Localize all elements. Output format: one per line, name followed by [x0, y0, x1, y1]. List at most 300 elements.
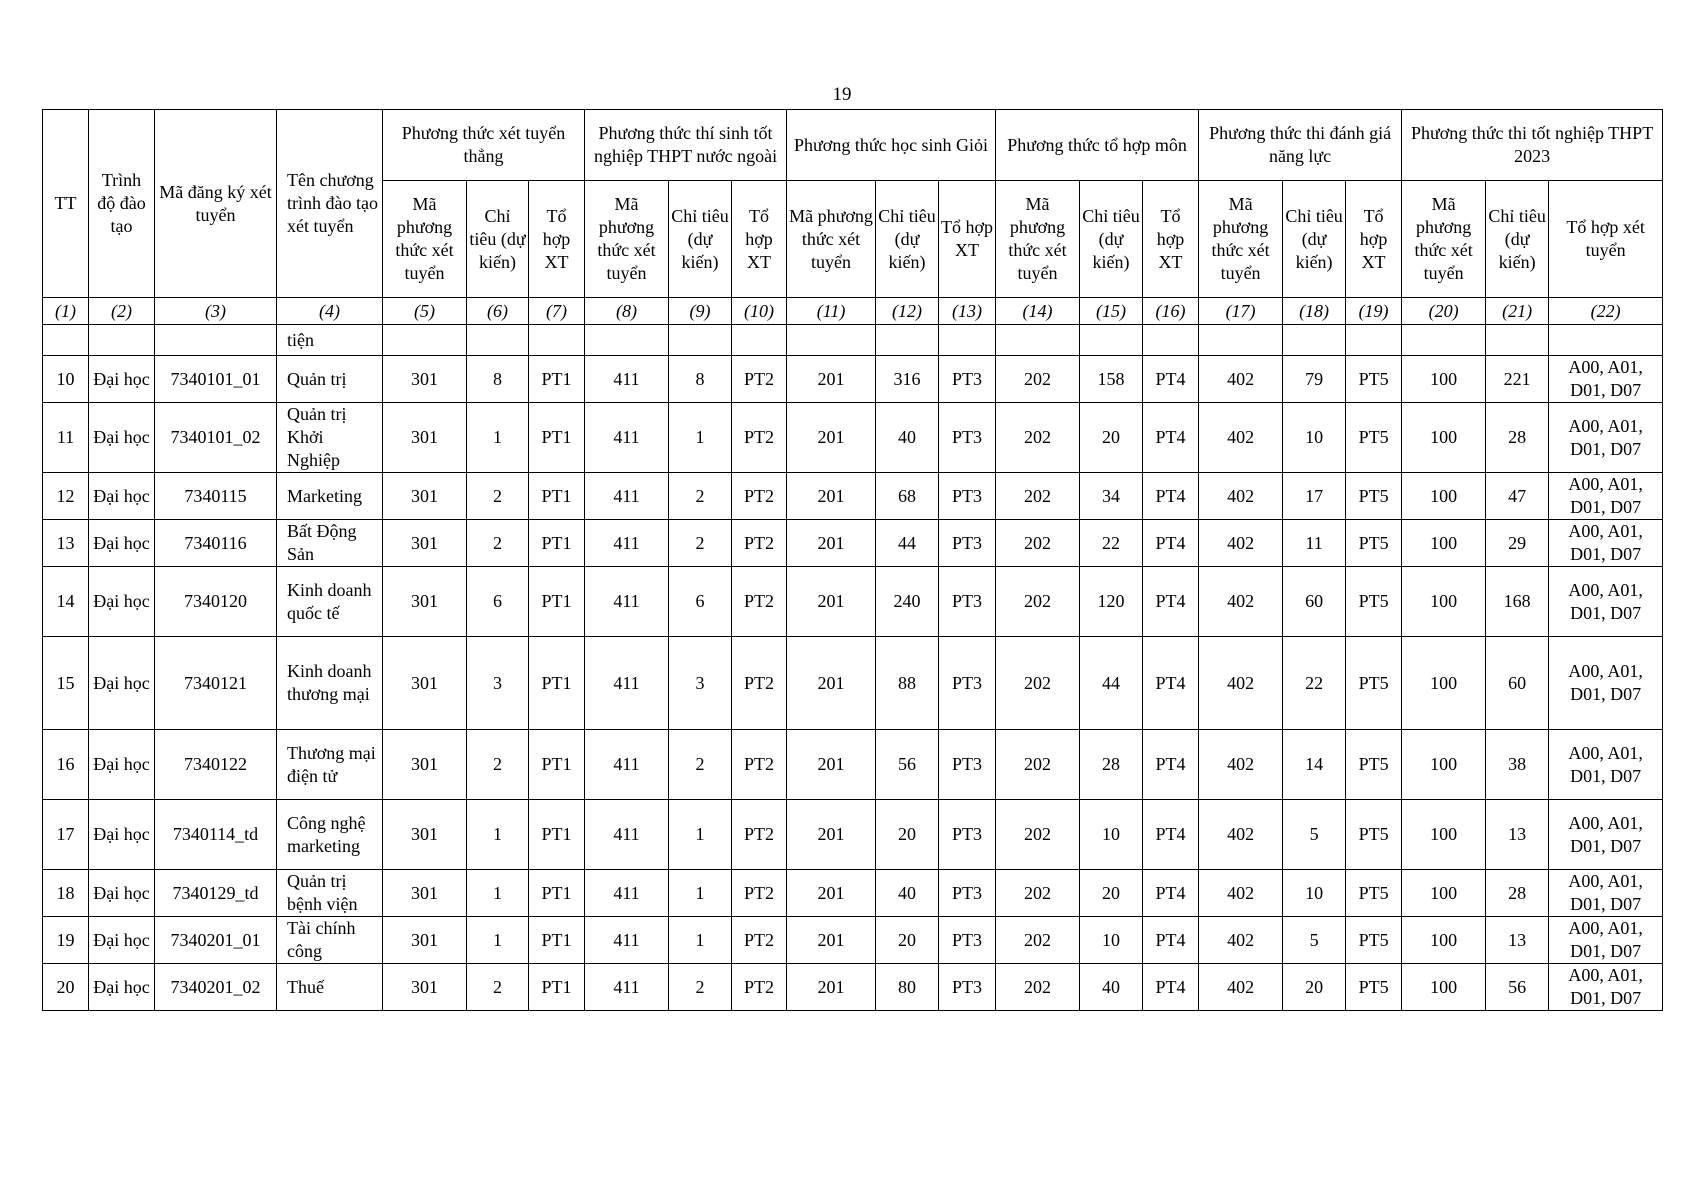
- combo-code: PT5: [1346, 870, 1402, 917]
- method-code: 411: [585, 917, 669, 964]
- quota-value: 20: [876, 917, 939, 964]
- program-name: Kinh doanh thương mại: [277, 637, 383, 730]
- combo-header: Tổ hợp XT: [732, 181, 787, 298]
- combo-code: PT1: [529, 730, 585, 800]
- row-number: 20: [43, 964, 89, 1011]
- method-code: 402: [1199, 567, 1283, 637]
- subject-combination: A00, A01, D01, D07: [1549, 520, 1663, 567]
- training-level: Đại học: [89, 870, 155, 917]
- method-code: 202: [996, 520, 1080, 567]
- combo-header: Tổ hợp XT: [1346, 181, 1402, 298]
- method-code: 201: [787, 800, 876, 870]
- quota-value: 6: [467, 567, 529, 637]
- combo-code: PT1: [529, 520, 585, 567]
- table-cell: [996, 325, 1080, 356]
- column-number: (13): [939, 298, 996, 325]
- quota-value: 29: [1486, 520, 1549, 567]
- method-code: 100: [1402, 730, 1486, 800]
- method-code: 411: [585, 964, 669, 1011]
- column-number: (8): [585, 298, 669, 325]
- registration-code: 7340201_02: [155, 964, 277, 1011]
- quota-value: 1: [467, 800, 529, 870]
- method-code: 202: [996, 870, 1080, 917]
- quota-value: 6: [669, 567, 732, 637]
- row-number: 17: [43, 800, 89, 870]
- quota-value: 88: [876, 637, 939, 730]
- quota-value: 28: [1080, 730, 1143, 800]
- column-number: (19): [1346, 298, 1402, 325]
- quota-header: Chỉ tiêu (dự kiến): [467, 181, 529, 298]
- combo-code: PT5: [1346, 730, 1402, 800]
- combo-code: PT3: [939, 520, 996, 567]
- method-code: 202: [996, 403, 1080, 473]
- registration-code: 7340116: [155, 520, 277, 567]
- table-cell: [1346, 325, 1402, 356]
- method-code: 301: [383, 403, 467, 473]
- combo-code: PT4: [1143, 567, 1199, 637]
- table-row: [43, 356, 1663, 403]
- registration-code: 7340120: [155, 567, 277, 637]
- combo-code: PT1: [529, 473, 585, 520]
- column-number: (16): [1143, 298, 1199, 325]
- method-code: 100: [1402, 520, 1486, 567]
- table-row: [43, 520, 1663, 567]
- program-name: Tài chính công: [277, 917, 383, 964]
- table-row: [43, 473, 1663, 520]
- table-row: [43, 403, 1663, 473]
- quota-value: 158: [1080, 356, 1143, 403]
- method-code: 100: [1402, 917, 1486, 964]
- combo-code: PT3: [939, 800, 996, 870]
- column-number: (17): [1199, 298, 1283, 325]
- quota-value: 2: [669, 520, 732, 567]
- combo-code: PT5: [1346, 403, 1402, 473]
- registration-code: 7340115: [155, 473, 277, 520]
- quota-value: 34: [1080, 473, 1143, 520]
- method-code: 301: [383, 520, 467, 567]
- method-code: 301: [383, 473, 467, 520]
- registration-code: 7340101_01: [155, 356, 277, 403]
- combo-code: PT2: [732, 730, 787, 800]
- column-number: (14): [996, 298, 1080, 325]
- method-code: 301: [383, 964, 467, 1011]
- program-name: Bất Động Sản: [277, 520, 383, 567]
- table-row: [43, 637, 1663, 730]
- method-code-header: Mã phương thức xét tuyển: [383, 181, 467, 298]
- method-code: 201: [787, 567, 876, 637]
- column-number: (12): [876, 298, 939, 325]
- row-number: 16: [43, 730, 89, 800]
- subject-combination: A00, A01, D01, D07: [1549, 800, 1663, 870]
- table-cell: [669, 325, 732, 356]
- column-number: (6): [467, 298, 529, 325]
- subject-combination: A00, A01, D01, D07: [1549, 403, 1663, 473]
- quota-value: 2: [467, 964, 529, 1011]
- quota-value: 13: [1486, 800, 1549, 870]
- quota-value: 2: [467, 730, 529, 800]
- page-number: 19: [832, 84, 852, 105]
- method-code: 202: [996, 567, 1080, 637]
- program-name: Thuế: [277, 964, 383, 1011]
- method-code: 411: [585, 403, 669, 473]
- registration-code: 7340122: [155, 730, 277, 800]
- method-code: 411: [585, 800, 669, 870]
- method-code: 100: [1402, 356, 1486, 403]
- combo-code: PT2: [732, 520, 787, 567]
- column-number: (10): [732, 298, 787, 325]
- method-code: 202: [996, 356, 1080, 403]
- table-cell: [529, 325, 585, 356]
- method-code-header: Mã phương thức xét tuyển: [996, 181, 1080, 298]
- header-group-combination: Phương thức tổ hợp môn: [996, 110, 1199, 181]
- method-code-header: Mã phương thức xét tuyển: [585, 181, 669, 298]
- admissions-table: [42, 109, 1663, 1011]
- method-code: 411: [585, 473, 669, 520]
- combo-code: PT2: [732, 870, 787, 917]
- continuation-row: [43, 325, 1663, 356]
- quota-value: 28: [1486, 403, 1549, 473]
- quota-value: 1: [669, 403, 732, 473]
- quota-value: 2: [669, 730, 732, 800]
- quota-value: 28: [1486, 870, 1549, 917]
- quota-value: 56: [1486, 964, 1549, 1011]
- quota-value: 221: [1486, 356, 1549, 403]
- method-code: 201: [787, 403, 876, 473]
- combo-code: PT3: [939, 870, 996, 917]
- combo-code: PT5: [1346, 800, 1402, 870]
- subject-combination: A00, A01, D01, D07: [1549, 964, 1663, 1011]
- quota-value: 40: [1080, 964, 1143, 1011]
- combo-code: PT3: [939, 356, 996, 403]
- header-group-excellent: Phương thức học sinh Giỏi: [787, 110, 996, 181]
- combo-code: PT1: [529, 567, 585, 637]
- quota-value: 60: [1486, 637, 1549, 730]
- method-code: 201: [787, 730, 876, 800]
- row-number: 15: [43, 637, 89, 730]
- quota-value: 8: [467, 356, 529, 403]
- quota-value: 20: [1283, 964, 1346, 1011]
- table-row: [43, 567, 1663, 637]
- method-code: 100: [1402, 800, 1486, 870]
- quota-value: 1: [669, 800, 732, 870]
- combo-code: PT3: [939, 917, 996, 964]
- row-number: 10: [43, 356, 89, 403]
- method-code: 202: [996, 917, 1080, 964]
- quota-header: Chỉ tiêu (dự kiến): [876, 181, 939, 298]
- program-name: Marketing: [277, 473, 383, 520]
- header-code: Mã đăng ký xét tuyển: [155, 110, 277, 298]
- combo-code: PT2: [732, 800, 787, 870]
- registration-code: 7340129_td: [155, 870, 277, 917]
- column-number: (20): [1402, 298, 1486, 325]
- quota-value: 2: [467, 473, 529, 520]
- method-code: 202: [996, 473, 1080, 520]
- method-code: 201: [787, 637, 876, 730]
- method-code: 202: [996, 964, 1080, 1011]
- quota-value: 13: [1486, 917, 1549, 964]
- table-cell: [89, 325, 155, 356]
- combo-code: PT1: [529, 403, 585, 473]
- method-code: 402: [1199, 403, 1283, 473]
- table-cell: [1283, 325, 1346, 356]
- combo-code: PT1: [529, 964, 585, 1011]
- method-code: 402: [1199, 964, 1283, 1011]
- method-code: 411: [585, 356, 669, 403]
- column-number: (4): [277, 298, 383, 325]
- row-number: 19: [43, 917, 89, 964]
- quota-value: 56: [876, 730, 939, 800]
- quota-value: 38: [1486, 730, 1549, 800]
- combo-code: PT4: [1143, 403, 1199, 473]
- column-number: (5): [383, 298, 467, 325]
- subject-combination: A00, A01, D01, D07: [1549, 730, 1663, 800]
- header-level: Trình độ đào tạo: [89, 110, 155, 298]
- training-level: Đại học: [89, 520, 155, 567]
- method-code: 301: [383, 800, 467, 870]
- method-code: 100: [1402, 567, 1486, 637]
- combo-header: Tổ hợp XT: [939, 181, 996, 298]
- quota-value: 22: [1080, 520, 1143, 567]
- method-code: 411: [585, 870, 669, 917]
- combo-code: PT1: [529, 637, 585, 730]
- header-group-direct: Phương thức xét tuyển thẳng: [383, 110, 585, 181]
- column-number: (2): [89, 298, 155, 325]
- column-number: (7): [529, 298, 585, 325]
- quota-value: 60: [1283, 567, 1346, 637]
- method-code: 201: [787, 964, 876, 1011]
- combo-code: PT2: [732, 964, 787, 1011]
- quota-value: 10: [1283, 870, 1346, 917]
- table-row: [43, 730, 1663, 800]
- quota-value: 2: [467, 520, 529, 567]
- method-code: 402: [1199, 870, 1283, 917]
- table-row: [43, 964, 1663, 1011]
- table-row: [43, 800, 1663, 870]
- table-cell: [155, 325, 277, 356]
- quota-value: 3: [467, 637, 529, 730]
- method-code: 301: [383, 637, 467, 730]
- column-number: (9): [669, 298, 732, 325]
- quota-value: 5: [1283, 800, 1346, 870]
- quota-value: 1: [669, 917, 732, 964]
- method-code: 402: [1199, 917, 1283, 964]
- quota-value: 168: [1486, 567, 1549, 637]
- program-name: Quản trị Khởi Nghiệp: [277, 403, 383, 473]
- table-cell: [1549, 325, 1663, 356]
- method-code: 411: [585, 730, 669, 800]
- method-code: 411: [585, 567, 669, 637]
- quota-value: 2: [669, 964, 732, 1011]
- combo-code: PT4: [1143, 800, 1199, 870]
- quota-value: 10: [1080, 917, 1143, 964]
- combo-code: PT2: [732, 473, 787, 520]
- column-number: (21): [1486, 298, 1549, 325]
- method-code: 301: [383, 917, 467, 964]
- method-code: 402: [1199, 520, 1283, 567]
- table-cell: [585, 325, 669, 356]
- quota-value: 3: [669, 637, 732, 730]
- training-level: Đại học: [89, 917, 155, 964]
- quota-value: 68: [876, 473, 939, 520]
- combo-code: PT2: [732, 637, 787, 730]
- program-name: Quản trị bệnh viện: [277, 870, 383, 917]
- method-code: 201: [787, 870, 876, 917]
- method-code: 411: [585, 637, 669, 730]
- subject-combination: A00, A01, D01, D07: [1549, 356, 1663, 403]
- table-cell: [1486, 325, 1549, 356]
- subject-combination: A00, A01, D01, D07: [1549, 870, 1663, 917]
- method-code: 100: [1402, 964, 1486, 1011]
- method-code: 301: [383, 870, 467, 917]
- quota-value: 20: [876, 800, 939, 870]
- quota-value: 5: [1283, 917, 1346, 964]
- registration-code: 7340114_td: [155, 800, 277, 870]
- quota-value: 10: [1283, 403, 1346, 473]
- combo-code: PT2: [732, 403, 787, 473]
- continuation-text: tiện: [277, 325, 383, 356]
- quota-value: 22: [1283, 637, 1346, 730]
- combo-code: PT4: [1143, 870, 1199, 917]
- quota-value: 8: [669, 356, 732, 403]
- quota-value: 120: [1080, 567, 1143, 637]
- registration-code: 7340101_02: [155, 403, 277, 473]
- header-group-aptitude: Phương thức thi đánh giá năng lực: [1199, 110, 1402, 181]
- quota-value: 47: [1486, 473, 1549, 520]
- column-number: (22): [1549, 298, 1663, 325]
- quota-value: 80: [876, 964, 939, 1011]
- table-row: [43, 917, 1663, 964]
- combo-code: PT4: [1143, 356, 1199, 403]
- method-code: 100: [1402, 637, 1486, 730]
- training-level: Đại học: [89, 403, 155, 473]
- table-cell: [732, 325, 787, 356]
- combo-header: Tổ hợp XT: [529, 181, 585, 298]
- quota-value: 14: [1283, 730, 1346, 800]
- combo-code: PT2: [732, 567, 787, 637]
- combo-code: PT2: [732, 917, 787, 964]
- header-tt: TT: [43, 110, 89, 298]
- quota-header: Chỉ tiêu (dự kiến): [1283, 181, 1346, 298]
- combo-code: PT1: [529, 917, 585, 964]
- method-code-header: Mã phương thức xét tuyển: [1199, 181, 1283, 298]
- combo-code: PT1: [529, 800, 585, 870]
- quota-value: 40: [876, 870, 939, 917]
- program-name: Thương mại điện tử: [277, 730, 383, 800]
- method-code: 100: [1402, 473, 1486, 520]
- subject-combination: A00, A01, D01, D07: [1549, 917, 1663, 964]
- table-cell: [939, 325, 996, 356]
- row-number: 18: [43, 870, 89, 917]
- column-number: (18): [1283, 298, 1346, 325]
- method-code: 202: [996, 730, 1080, 800]
- method-code: 201: [787, 473, 876, 520]
- method-code-header: Mã phương thức xét tuyển: [1402, 181, 1486, 298]
- quota-value: 316: [876, 356, 939, 403]
- table-cell: [1080, 325, 1143, 356]
- registration-code: 7340121: [155, 637, 277, 730]
- row-number: 12: [43, 473, 89, 520]
- row-number: 14: [43, 567, 89, 637]
- program-name: Quản trị: [277, 356, 383, 403]
- combo-code: PT4: [1143, 730, 1199, 800]
- quota-value: 44: [876, 520, 939, 567]
- quota-header: Chỉ tiêu (dự kiến): [1080, 181, 1143, 298]
- table-cell: [1143, 325, 1199, 356]
- method-code: 202: [996, 637, 1080, 730]
- combo-code: PT4: [1143, 964, 1199, 1011]
- subject-combination: A00, A01, D01, D07: [1549, 567, 1663, 637]
- column-number-row: [43, 298, 1663, 325]
- combo-code: PT2: [732, 356, 787, 403]
- combo-code: PT5: [1346, 473, 1402, 520]
- combo-code: PT4: [1143, 637, 1199, 730]
- column-number: (3): [155, 298, 277, 325]
- combo-code: PT1: [529, 356, 585, 403]
- program-name: Kinh doanh quốc tế: [277, 567, 383, 637]
- quota-value: 2: [669, 473, 732, 520]
- quota-value: 1: [467, 917, 529, 964]
- quota-value: 20: [1080, 870, 1143, 917]
- method-code: 402: [1199, 637, 1283, 730]
- combo-code: PT5: [1346, 356, 1402, 403]
- table-cell: [876, 325, 939, 356]
- subject-combination: A00, A01, D01, D07: [1549, 637, 1663, 730]
- method-code: 402: [1199, 356, 1283, 403]
- combo-code: PT3: [939, 473, 996, 520]
- column-number: (15): [1080, 298, 1143, 325]
- method-code: 202: [996, 800, 1080, 870]
- combo-header: Tổ hợp xét tuyển: [1549, 181, 1663, 298]
- table-cell: [467, 325, 529, 356]
- quota-value: 11: [1283, 520, 1346, 567]
- method-code: 301: [383, 730, 467, 800]
- table-body: [43, 325, 1663, 1011]
- method-code: 301: [383, 356, 467, 403]
- quota-value: 44: [1080, 637, 1143, 730]
- row-number: 13: [43, 520, 89, 567]
- combo-code: PT4: [1143, 473, 1199, 520]
- training-level: Đại học: [89, 567, 155, 637]
- combo-code: PT5: [1346, 917, 1402, 964]
- table-cell: [1402, 325, 1486, 356]
- quota-value: 1: [467, 403, 529, 473]
- quota-value: 79: [1283, 356, 1346, 403]
- registration-code: 7340201_01: [155, 917, 277, 964]
- table-cell: [43, 325, 89, 356]
- training-level: Đại học: [89, 800, 155, 870]
- combo-code: PT5: [1346, 567, 1402, 637]
- table-row: [43, 870, 1663, 917]
- method-code: 201: [787, 356, 876, 403]
- combo-code: PT5: [1346, 637, 1402, 730]
- method-code: 100: [1402, 870, 1486, 917]
- quota-value: 10: [1080, 800, 1143, 870]
- method-code: 100: [1402, 403, 1486, 473]
- training-level: Đại học: [89, 730, 155, 800]
- combo-code: PT3: [939, 403, 996, 473]
- quota-value: 240: [876, 567, 939, 637]
- training-level: Đại học: [89, 473, 155, 520]
- combo-code: PT4: [1143, 520, 1199, 567]
- quota-value: 1: [467, 870, 529, 917]
- column-number: (1): [43, 298, 89, 325]
- combo-code: PT3: [939, 637, 996, 730]
- header-group-foreign: Phương thức thí sinh tốt nghiệp THPT nước ngoài: [585, 110, 787, 181]
- combo-code: PT1: [529, 870, 585, 917]
- header-program: Tên chương trình đào tạo xét tuyển: [277, 110, 383, 298]
- method-code: 201: [787, 520, 876, 567]
- quota-value: 17: [1283, 473, 1346, 520]
